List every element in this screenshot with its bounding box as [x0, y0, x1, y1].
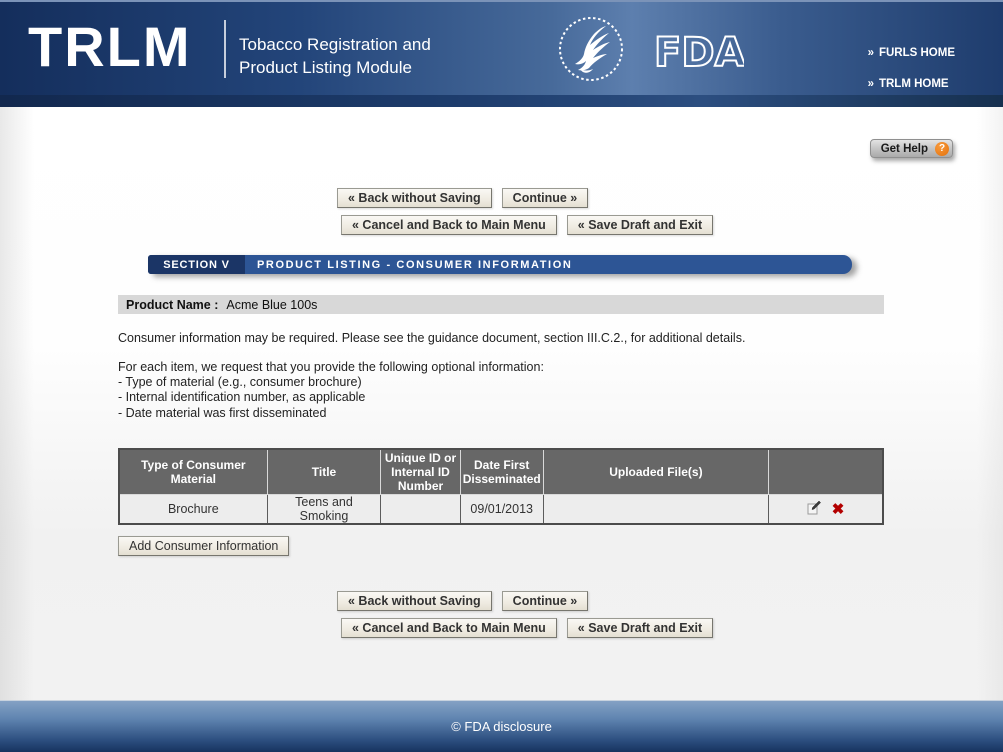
consumer-information-table — [118, 448, 884, 525]
col-header-actions — [769, 449, 883, 495]
save-draft-exit-button-bottom[interactable]: « Save Draft and Exit — [567, 618, 713, 638]
optional-info-intro: For each item, we request that you provide the following optional information: — [118, 360, 544, 374]
cell-actions — [769, 495, 883, 525]
product-name-value: Acme Blue 100s — [226, 297, 318, 312]
optional-info-bullet-1: - Type of material (e.g., consumer brochure) — [118, 375, 362, 390]
top-nav-row-1 — [337, 188, 588, 208]
col-header-files: Uploaded File(s) — [543, 449, 768, 495]
back-without-saving-button-bottom[interactable]: « Back without Saving — [337, 591, 492, 611]
app-title-line1: Tobacco Registration and — [239, 35, 431, 54]
link-arrow-icon: » — [867, 78, 874, 90]
page-footer — [0, 700, 1003, 752]
col-header-title: Title — [267, 449, 381, 495]
furls-home-link[interactable]: » FURLS HOME — [867, 47, 955, 59]
hhs-seal-icon — [556, 14, 626, 89]
get-help-button[interactable] — [870, 139, 953, 158]
fda-logo-icon — [652, 30, 744, 79]
cell-type: Brochure — [119, 495, 267, 525]
link-arrow-icon: » — [867, 47, 874, 59]
back-without-saving-button[interactable]: « Back without Saving — [337, 188, 492, 208]
section-bar — [148, 255, 852, 274]
col-header-date: Date First Disseminated — [460, 449, 543, 495]
trlm-logo: TRLM — [28, 15, 192, 78]
section-tab: SECTION V — [148, 255, 245, 274]
optional-info-block — [118, 360, 544, 421]
table-row — [119, 495, 883, 525]
edit-pencil-icon[interactable] — [807, 500, 822, 518]
top-nav-row-2 — [341, 215, 713, 235]
cell-date: 09/01/2013 — [460, 495, 543, 525]
cell-title: Teens and Smoking — [267, 495, 381, 525]
header-bottom-strip — [0, 95, 1003, 107]
logo-divider — [224, 20, 226, 78]
cell-files — [543, 495, 768, 525]
col-header-type: Type of Consumer Material — [119, 449, 267, 495]
table-header-row — [119, 449, 883, 495]
main-content — [0, 107, 1003, 700]
product-name-bar — [118, 295, 884, 314]
bottom-nav-row-1 — [337, 591, 588, 611]
cell-unique-id — [381, 495, 460, 525]
save-draft-exit-button[interactable]: « Save Draft and Exit — [567, 215, 713, 235]
app-title — [239, 33, 431, 79]
optional-info-bullet-3: - Date material was first disseminated — [118, 405, 327, 420]
optional-info-bullet-2: - Internal identification number, as applicable — [118, 390, 366, 405]
guidance-paragraph: Consumer information may be required. Please see the guidance document, section III.C.2., for additional details. — [118, 331, 746, 345]
delete-x-icon[interactable]: ✖ — [831, 500, 845, 518]
cancel-back-main-menu-button[interactable]: « Cancel and Back to Main Menu — [341, 215, 557, 235]
bottom-nav-row-2 — [341, 618, 713, 638]
section-title: PRODUCT LISTING - CONSUMER INFORMATION — [257, 258, 573, 271]
trlm-home-link[interactable]: » TRLM HOME — [867, 78, 949, 90]
svg-text:FDA: FDA — [654, 30, 744, 74]
col-header-unique-id: Unique ID or Internal ID Number — [381, 449, 460, 495]
continue-button[interactable]: Continue » — [502, 188, 589, 208]
app-header — [0, 0, 1003, 95]
question-mark-icon: ? — [935, 142, 949, 156]
cancel-back-main-menu-button-bottom[interactable]: « Cancel and Back to Main Menu — [341, 618, 557, 638]
product-name-label: Product Name : — [126, 297, 219, 312]
add-consumer-information-button[interactable]: Add Consumer Information — [118, 536, 289, 556]
get-help-label: Get Help — [880, 142, 928, 155]
fda-disclosure-link[interactable]: © FDA disclosure — [451, 719, 552, 734]
app-title-line2: Product Listing Module — [239, 58, 412, 77]
continue-button-bottom[interactable]: Continue » — [502, 591, 589, 611]
